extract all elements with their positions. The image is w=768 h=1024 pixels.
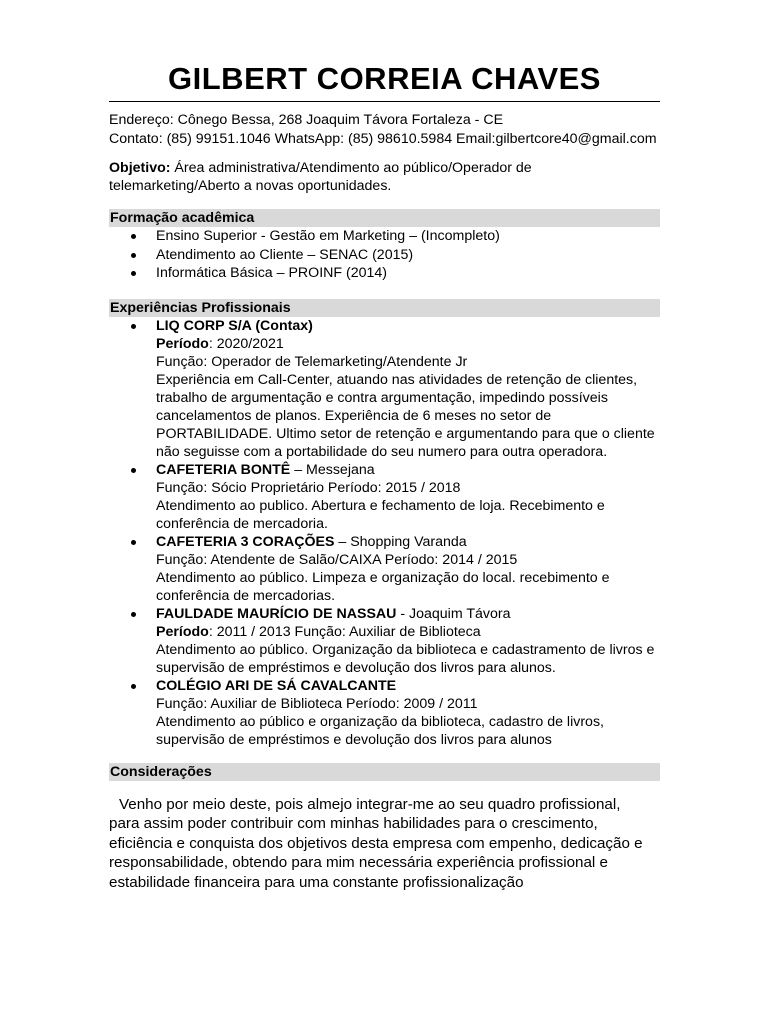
period-label: Período bbox=[156, 623, 209, 640]
objective-text-1: Área administrativa/Atendimento ao público/Operador de bbox=[170, 160, 532, 176]
description-line: Experiência em Call-Center, atuando nas atividades de retenção de clientes, bbox=[156, 371, 638, 388]
company-location: – Shopping Varanda bbox=[334, 533, 467, 550]
company-location: – Messejana bbox=[290, 461, 375, 478]
education-section-title: Formação acadêmica bbox=[109, 209, 660, 227]
period-value: : 2011 / 2013 Função: Auxiliar de Biblioteca bbox=[208, 623, 481, 640]
company-line bbox=[156, 533, 660, 551]
education-item-text: Informática Básica – PROINF (2014) bbox=[156, 265, 388, 281]
education-item-text: Atendimento ao Cliente – SENAC (2015) bbox=[156, 246, 414, 263]
education-item-text: Ensino Superior - Gestão em Marketing – (Incompleto) bbox=[156, 228, 500, 244]
company-name: LIQ CORP S/A (Contax) bbox=[156, 317, 313, 334]
address-line: Endereço: Cônego Bessa, 268 Joaquim Távora Fortaleza - CE bbox=[109, 112, 504, 128]
period-value: : 2020/2021 bbox=[208, 335, 284, 352]
period-label: Período bbox=[156, 335, 209, 352]
paragraph-line: Venho por meio deste, pois almejo integrar-me ao seu quadro profissional, bbox=[119, 795, 621, 813]
company-location: - Joaquim Távora bbox=[396, 605, 511, 622]
objective-line-1 bbox=[109, 159, 660, 177]
candidate-name: GILBERT CORREIA CHAVES bbox=[168, 61, 601, 96]
objective-text-2: telemarketing/Aberto a novas oportunidades. bbox=[109, 178, 392, 194]
description-line: trabalho de argumentação e contra argumentação, impedindo possíveis bbox=[156, 389, 608, 406]
description-line: conferência de mercadorias. bbox=[156, 587, 336, 604]
bullet-icon bbox=[131, 684, 136, 689]
period-line bbox=[156, 335, 660, 353]
paragraph-line: eficiência e conquista dos objetivos desta empresa com empenho, dedicação e bbox=[109, 834, 643, 852]
objective-label: Objetivo: bbox=[109, 160, 171, 176]
list-item bbox=[109, 461, 660, 533]
description-line: Atendimento ao público. Limpeza e organização do local. recebimento e bbox=[156, 569, 610, 586]
company-line bbox=[156, 461, 660, 479]
function-line: Função: Operador de Telemarketing/Atendente Jr bbox=[156, 353, 468, 370]
function-line: Função: Sócio Proprietário Período: 2015 / 2018 bbox=[156, 479, 461, 496]
paragraph-line: estabilidade financeira para uma constante profissionalização bbox=[109, 873, 524, 891]
bullet-icon bbox=[131, 253, 136, 258]
company-name: CAFETERIA 3 CORAÇÕES bbox=[156, 533, 335, 550]
experience-section-title: Experiências Profissionais bbox=[109, 299, 660, 317]
objective-block bbox=[109, 159, 660, 195]
paragraph-line: para assim poder contribuir com minhas habilidades para o crescimento, bbox=[109, 815, 598, 832]
description-line: Atendimento ao público e organização da biblioteca, cadastro de livros, bbox=[156, 713, 604, 730]
contact-block bbox=[109, 111, 660, 149]
company-line bbox=[156, 605, 660, 623]
considerations-paragraph bbox=[109, 795, 660, 893]
list-item bbox=[109, 246, 660, 265]
paragraph-line: responsabilidade, obtendo para mim necessária experiência profissional e bbox=[109, 854, 608, 871]
description-line: PORTABILIDADE. Ultimo setor de retenção e argumentando para que o cliente bbox=[156, 425, 655, 442]
list-item bbox=[109, 317, 660, 461]
company-name: CAFETERIA BONTÊ bbox=[156, 461, 291, 478]
list-item bbox=[109, 533, 660, 605]
period-line bbox=[156, 623, 660, 641]
company-name: COLÉGIO ARI DE SÁ CAVALCANTE bbox=[156, 677, 397, 694]
bullet-icon bbox=[131, 612, 136, 617]
description-line: não seguisse com a portabilidade do seu numero para outra operadora. bbox=[156, 443, 608, 460]
bullet-icon bbox=[131, 324, 136, 329]
description-line: conferência de mercadoria. bbox=[156, 515, 328, 532]
function-line: Função: Auxiliar de Biblioteca Período: 2009 / 2011 bbox=[156, 695, 478, 712]
list-item bbox=[109, 227, 660, 246]
description-line: supervisão de empréstimos e devolução dos livros para alunos bbox=[156, 731, 552, 748]
list-item bbox=[109, 677, 660, 749]
header-divider bbox=[109, 101, 660, 102]
list-item bbox=[109, 605, 660, 677]
list-item bbox=[109, 264, 660, 283]
resume-page bbox=[109, 0, 660, 892]
company-name: FAULDADE MAURÍCIO DE NASSAU bbox=[156, 605, 397, 622]
contact-line: Contato: (85) 99151.1046 WhatsApp: (85) 98610.5984 Email:gilbertcore40@gmail.com bbox=[109, 131, 657, 147]
description-line: supervisão de empréstimos e devolução dos livros para alunos. bbox=[156, 659, 556, 676]
considerations-section-title: Considerações bbox=[109, 763, 660, 781]
description-line: Atendimento ao público. Organização da biblioteca e cadastramento de livros e bbox=[156, 641, 655, 658]
bullet-icon bbox=[131, 540, 136, 545]
description-line: cancelamentos de planos. Experiência de 6 meses no setor de bbox=[156, 407, 552, 424]
experience-list bbox=[109, 317, 660, 749]
bullet-icon bbox=[131, 234, 136, 239]
function-line: Função: Atendente de Salão/CAIXA Período: 2014 / 2015 bbox=[156, 551, 518, 568]
education-list bbox=[109, 227, 660, 283]
bullet-icon bbox=[131, 468, 136, 473]
bullet-icon bbox=[131, 271, 136, 276]
description-line: Atendimento ao publico. Abertura e fechamento de loja. Recebimento e bbox=[156, 497, 605, 514]
